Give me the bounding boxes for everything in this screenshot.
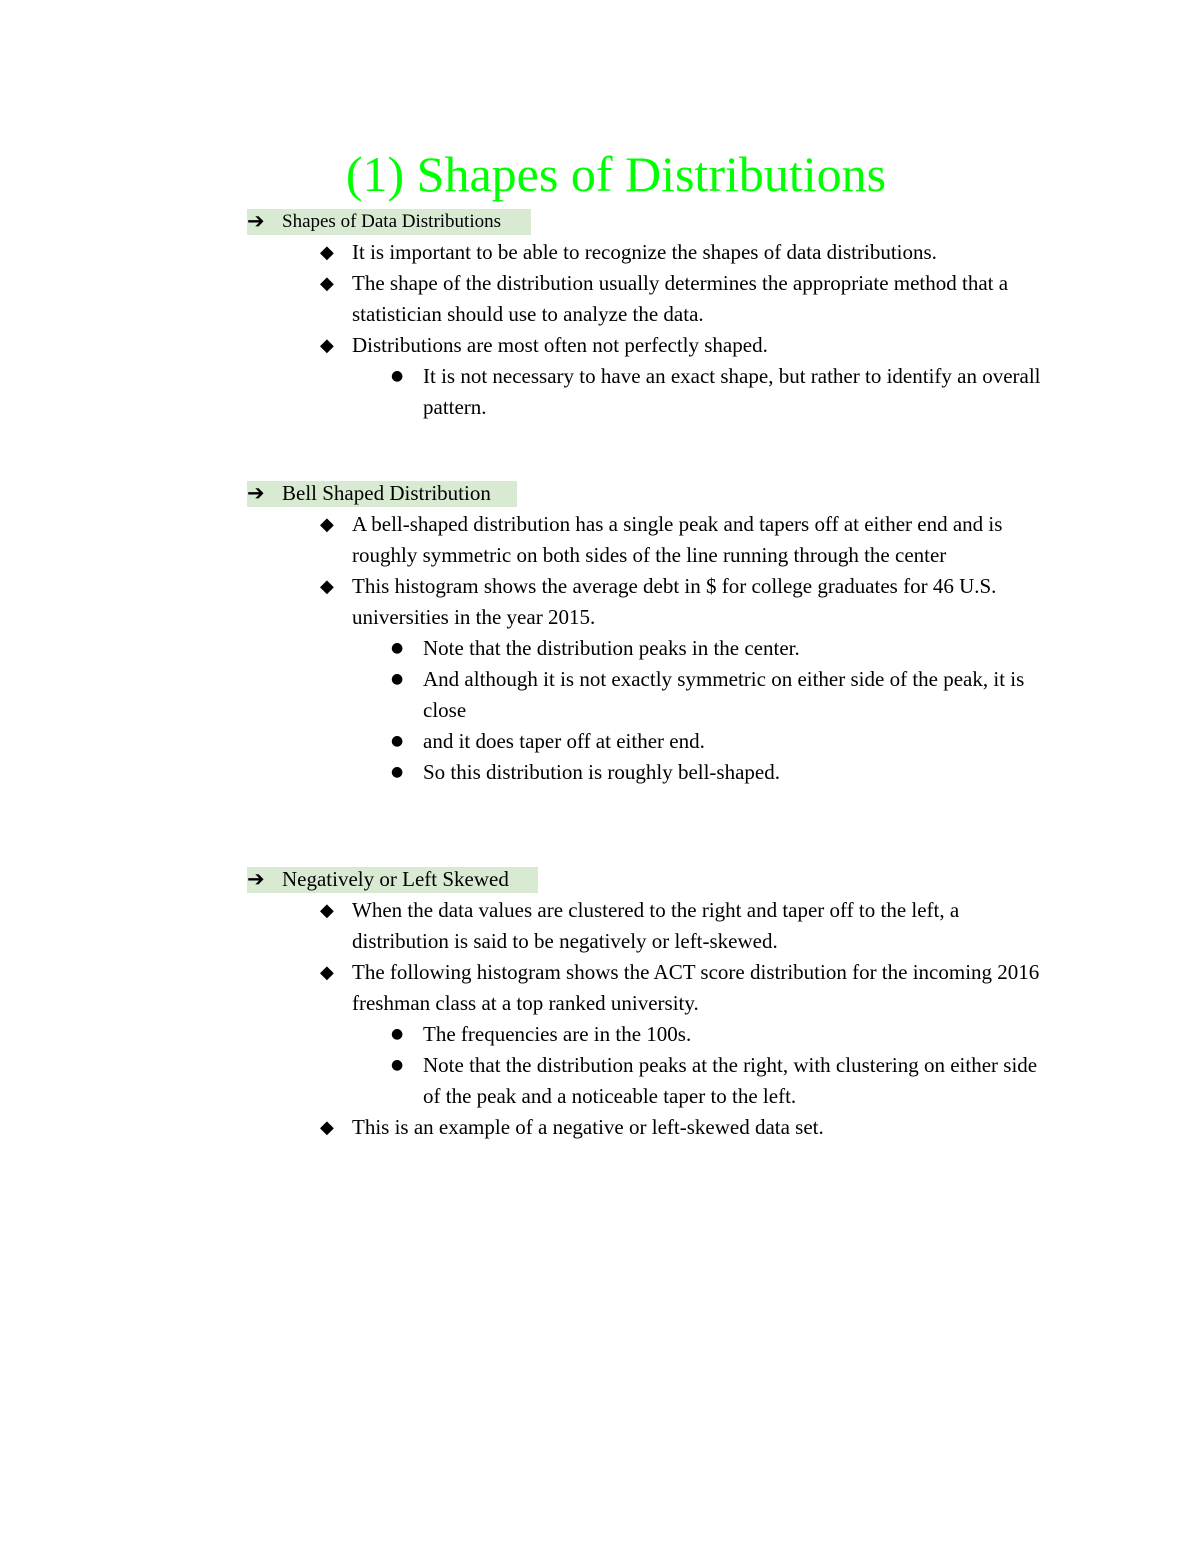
list-item	[247, 268, 1052, 330]
list-item	[247, 361, 1051, 423]
list-item	[247, 633, 1063, 664]
list-item	[247, 1019, 1053, 1050]
circle-bullet-icon: ●	[391, 1057, 404, 1073]
section-heading	[247, 478, 1107, 509]
circle-bullet-icon: ●	[391, 733, 404, 749]
list-item	[247, 237, 1092, 268]
circle-bullet-icon: ●	[391, 368, 404, 384]
section-heading	[247, 864, 1107, 895]
list-item	[247, 330, 1092, 361]
list-item	[247, 1050, 1053, 1112]
list-item-text: Distributions are most often not perfectly shaped.	[352, 333, 768, 357]
list-item-text: It is important to be able to recognize the shapes of data distributions.	[352, 240, 937, 264]
list-item	[247, 571, 1042, 633]
heading-label: Bell Shaped Distribution	[282, 481, 491, 505]
list-item	[247, 895, 1052, 957]
circle-bullet-icon: ●	[391, 764, 404, 780]
heading-label: Negatively or Left Skewed	[282, 867, 509, 891]
list-item-text: The following histogram shows the ACT score distribution for the incoming 2016 freshman class at a top ranked university.	[352, 960, 1040, 1015]
circle-bullet-icon: ●	[391, 671, 404, 687]
diamond-bullet-icon: ◆	[320, 335, 334, 356]
circle-bullet-icon: ●	[391, 640, 404, 656]
list-item-text: A bell-shaped distribution has a single peak and tapers off at either end and is roughly symmetric on both sides of the line running through the center	[352, 512, 1003, 567]
arrow-icon: ➔	[247, 209, 265, 233]
circle-bullet-icon: ●	[391, 1026, 404, 1042]
list-item-text: The shape of the distribution usually determines the appropriate method that a statistician should use to analyze the data.	[352, 271, 1009, 326]
diamond-bullet-icon: ◆	[320, 514, 334, 535]
list-item-text: The frequencies are in the 100s.	[423, 1022, 692, 1046]
list-item	[247, 664, 1063, 726]
list-item-text: This is an example of a negative or left-skewed data set.	[352, 1115, 824, 1139]
list-item-text: It is not necessary to have an exact shape, but rather to identify an overall pattern.	[423, 364, 1041, 419]
arrow-icon: ➔	[247, 867, 265, 891]
diamond-bullet-icon: ◆	[320, 900, 334, 921]
section-heading	[247, 206, 1107, 237]
list-item	[247, 509, 1042, 571]
list-item-text: and it does taper off at either end.	[423, 729, 705, 753]
list-item-text: When the data values are clustered to the right and taper off to the left, a distribution is said to be negatively or left-skewed.	[352, 898, 960, 953]
section-shapes-of-data-distributions	[247, 206, 1107, 423]
arrow-icon: ➔	[247, 481, 265, 505]
section-negatively-or-left-skewed	[247, 864, 1107, 1143]
list-item	[247, 957, 1042, 1019]
list-item-text: Note that the distribution peaks at the right, with clustering on either side of the peak and a noticeable taper to the left.	[423, 1053, 1038, 1108]
list-item	[247, 757, 1063, 788]
heading-label: Shapes of Data Distributions	[282, 211, 502, 232]
diamond-bullet-icon: ◆	[320, 962, 334, 983]
diamond-bullet-icon: ◆	[320, 273, 334, 294]
diamond-bullet-icon: ◆	[320, 1117, 334, 1138]
list-item	[247, 1112, 1052, 1143]
page-title: (1) Shapes of Distributions	[345, 146, 887, 202]
list-item-text: And although it is not exactly symmetric on either side of the peak, it is close	[423, 667, 1025, 722]
diamond-bullet-icon: ◆	[320, 576, 334, 597]
diamond-bullet-icon: ◆	[320, 242, 334, 263]
list-item-text: So this distribution is roughly bell-shaped.	[423, 760, 780, 784]
section-bell-shaped-distribution	[247, 478, 1107, 788]
list-item-text: This histogram shows the average debt in $ for college graduates for 46 U.S. universities in the year 2015.	[352, 574, 997, 629]
list-item	[247, 726, 1063, 757]
list-item-text: Note that the distribution peaks in the center.	[423, 636, 800, 660]
